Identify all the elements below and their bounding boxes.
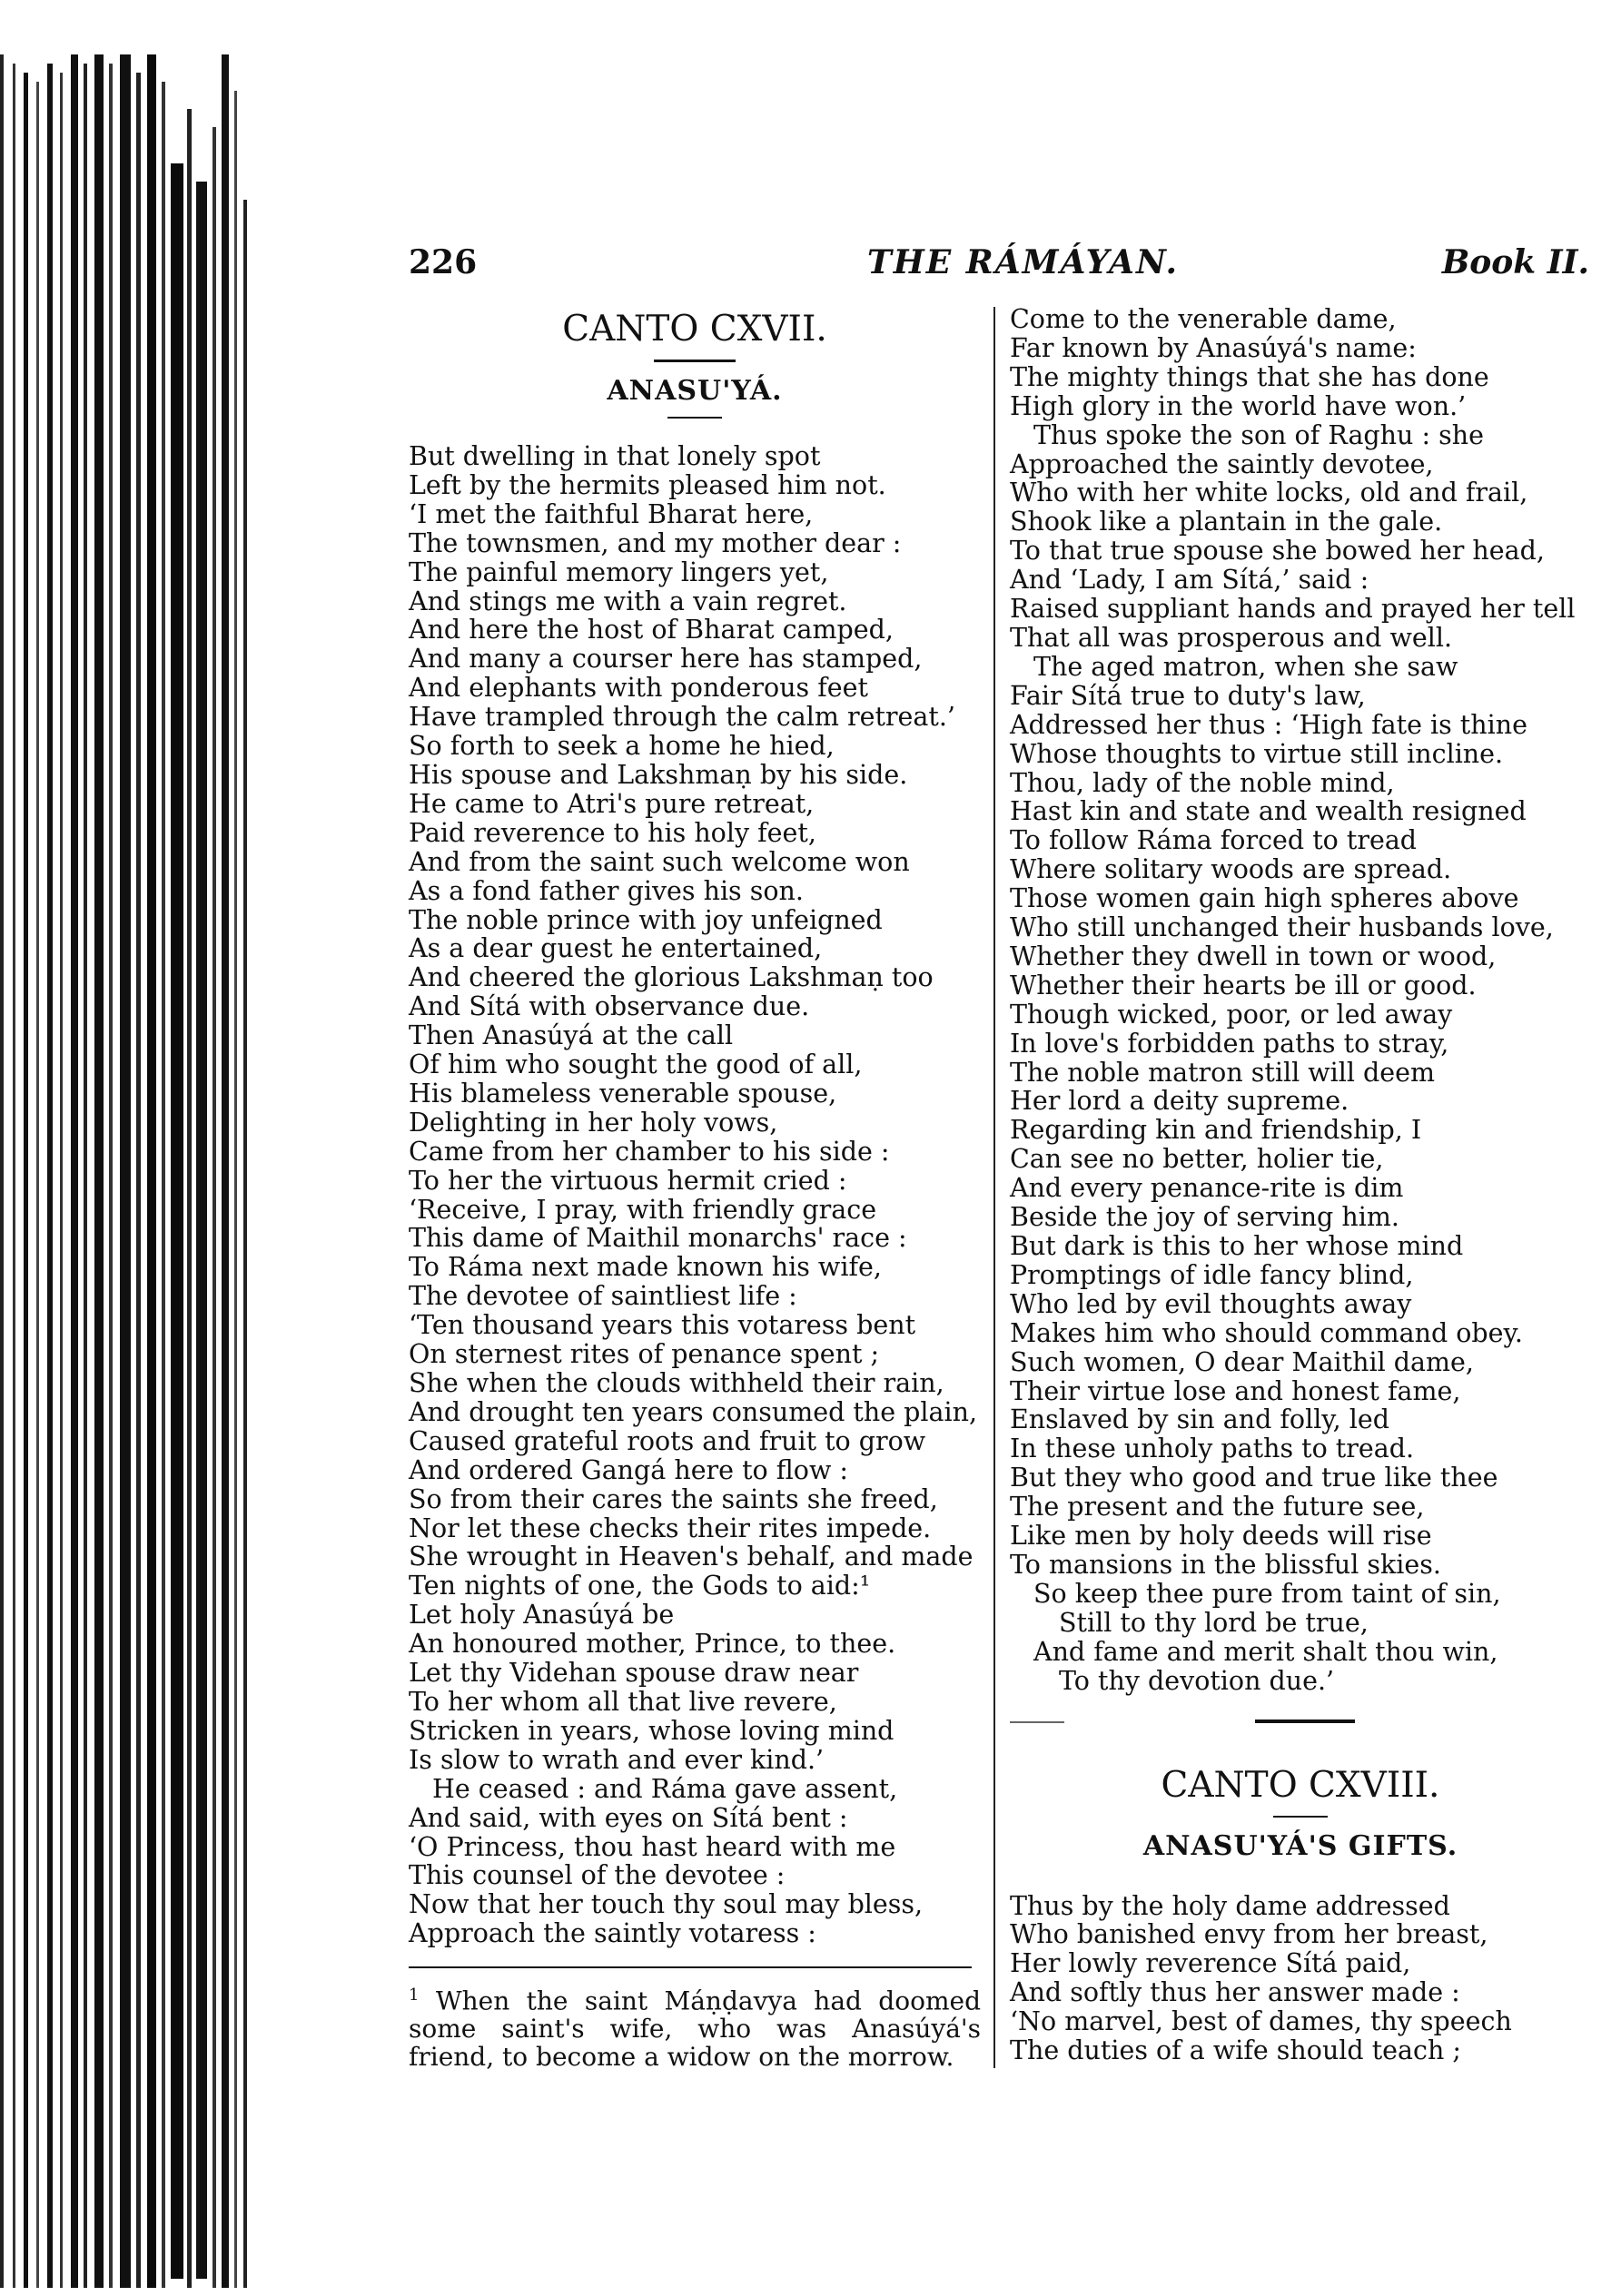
footnote-mark: 1 bbox=[409, 1986, 420, 2005]
poem-line: Regarding kin and friendship, I bbox=[1010, 1115, 1422, 1146]
poem-line: Came from her chamber to his side : bbox=[409, 1136, 890, 1167]
subtitle-rule bbox=[667, 417, 722, 419]
book-label: Book II. bbox=[1441, 243, 1589, 281]
poem-line: The townsmen, and my mother dear : bbox=[409, 527, 902, 558]
poem-line: Thus by the holy dame addressed bbox=[1010, 1890, 1450, 1921]
poem-line: As a dear guest he entertained, bbox=[409, 933, 823, 964]
poem-line: In love's forbidden paths to stray, bbox=[1010, 1028, 1449, 1059]
footnote-rule bbox=[409, 1966, 972, 1968]
poem-line: The duties of a wife should teach ; bbox=[1010, 2035, 1462, 2066]
poem-line: So from their cares the saints she freed, bbox=[409, 1483, 938, 1514]
poem-line: Far known by Anasúyá's name: bbox=[1010, 332, 1417, 363]
poem-line: But dark is this to her whose mind bbox=[1010, 1231, 1464, 1261]
poem-line: But they who good and true like thee bbox=[1010, 1463, 1498, 1493]
poem-line: To her whom all that live revere, bbox=[409, 1686, 837, 1717]
poem-line: Is slow to wrath and ever kind.’ bbox=[409, 1744, 825, 1775]
poem-line: Nor let these checks their rites impede. bbox=[409, 1513, 932, 1543]
poem-line: Then Anasúyá at the call bbox=[409, 1020, 734, 1051]
poem-line: Still to thy lord be true, bbox=[1059, 1607, 1369, 1638]
poem-line: To Ráma next made known his wife, bbox=[409, 1252, 882, 1283]
poem-line: ‘Receive, I pray, with friendly grace bbox=[409, 1194, 877, 1225]
poem-line: Thou, lady of the noble mind, bbox=[1010, 767, 1395, 798]
poem-line: And many a courser here has stamped, bbox=[409, 644, 923, 675]
poem-line: Raised suppliant hands and prayed her tell bbox=[1010, 594, 1576, 625]
poem-line: That all was prosperous and well. bbox=[1010, 622, 1453, 653]
poem-line: High glory in the world have won.’ bbox=[1010, 390, 1467, 421]
poem-line: And drought ten years consumed the plain, bbox=[409, 1396, 977, 1427]
poem-line: ‘I met the faithful Bharat here, bbox=[409, 498, 814, 529]
poem-line: The aged matron, when she saw bbox=[1033, 651, 1458, 682]
poem-line: This dame of Maithil monarchs' race : bbox=[409, 1223, 907, 1254]
left-column bbox=[409, 305, 981, 2071]
section-divider bbox=[1010, 1709, 1591, 1736]
poem-line: Delighting in her holy vows, bbox=[409, 1107, 778, 1138]
poem-line: To that true spouse she bowed her head, bbox=[1010, 536, 1545, 567]
poem-line: Caused grateful roots and fruit to grow bbox=[409, 1425, 926, 1456]
poem-line: And stings me with a vain regret. bbox=[409, 586, 847, 616]
poem-line: And every penance-rite is dim bbox=[1010, 1173, 1404, 1204]
canto-title: CANTO CXVII. bbox=[562, 309, 827, 350]
poem-line: Her lord a deity supreme. bbox=[1010, 1086, 1349, 1117]
poem-line: So forth to seek a home he hied, bbox=[409, 731, 835, 762]
poem-line: Approach the saintly votaress : bbox=[409, 1918, 816, 1949]
poem-line: The noble prince with joy unfeigned bbox=[409, 904, 883, 935]
poem-line: And here the host of Bharat camped, bbox=[409, 615, 894, 645]
poem-line: And from the saint such welcome won bbox=[409, 846, 910, 877]
running-title: THE RÁMÁYAN. bbox=[867, 243, 1180, 281]
poem-line: He ceased : and Ráma gave assent, bbox=[432, 1773, 898, 1804]
poem-line: But dwelling in that lonely spot bbox=[409, 441, 821, 471]
poem-line: Those women gain high spheres above bbox=[1010, 883, 1519, 914]
poem-line: His spouse and Lakshmaṇ by his side. bbox=[409, 759, 908, 790]
poem-line: And softly thus her answer made : bbox=[1010, 1977, 1460, 2008]
poem-lines bbox=[409, 442, 981, 1948]
poem-line: He came to Atri's pure retreat, bbox=[409, 788, 815, 819]
poem-line: She wrought in Heaven's behalf, and made bbox=[409, 1542, 974, 1572]
poem-line: To her the virtuous hermit cried : bbox=[409, 1165, 847, 1196]
poem-line: And ‘Lady, I am Sítá,’ said : bbox=[1010, 565, 1369, 596]
poem-line: Hast kin and state and wealth resigned bbox=[1010, 796, 1527, 827]
poem-line: Who with her white locks, old and frail, bbox=[1010, 478, 1528, 508]
poem-line: As a fond father gives his son. bbox=[409, 875, 804, 906]
running-header bbox=[409, 243, 1589, 289]
poem-line: ‘No marvel, best of dames, thy speech bbox=[1010, 2006, 1512, 2037]
poem-lines bbox=[1010, 1892, 1591, 2065]
poem-line: Shook like a plantain in the gale. bbox=[1010, 507, 1443, 537]
poem-line: So keep thee pure from taint of sin, bbox=[1033, 1578, 1501, 1609]
poem-line: She when the clouds withheld their rain, bbox=[409, 1368, 944, 1398]
poem-line: On sternest rites of penance spent ; bbox=[409, 1339, 880, 1370]
poem-line: Whether their hearts be ill or good. bbox=[1010, 970, 1477, 1000]
poem-line: And elephants with ponderous feet bbox=[409, 673, 868, 704]
poem-line: Though wicked, poor, or led away bbox=[1010, 999, 1453, 1030]
poem-line: His blameless venerable spouse, bbox=[409, 1078, 837, 1109]
poem-line: Such women, O dear Maithil dame, bbox=[1010, 1346, 1474, 1377]
poem-line: And Sítá with observance due. bbox=[409, 991, 810, 1022]
poem-line: The devotee of saintliest life : bbox=[409, 1281, 797, 1312]
poem-line: The noble matron still will deem bbox=[1010, 1057, 1436, 1088]
poem-line: Her lowly reverence Sítá paid, bbox=[1010, 1948, 1411, 1979]
poem-line: Let holy Anasúyá be bbox=[409, 1600, 675, 1631]
canto-subtitle: ANASU'YÁ. bbox=[607, 375, 783, 407]
poem-line: Who led by evil thoughts away bbox=[1010, 1288, 1412, 1319]
poem-line: The present and the future see, bbox=[1010, 1492, 1425, 1522]
footnote-text: When the saint Máṇḍavya had doomed some saint's wife, who was Anasúyá's friend, to become a widow on the morrow. bbox=[409, 1986, 981, 2073]
poem-line: Promptings of idle fancy blind, bbox=[1010, 1259, 1414, 1290]
poem-line: Thus spoke the son of Raghu : she bbox=[1033, 419, 1484, 450]
poem-line: Let thy Videhan spouse draw near bbox=[409, 1658, 859, 1689]
poem-line: ‘Ten thousand years this votaress bent bbox=[409, 1310, 916, 1341]
poem-line: Come to the venerable dame, bbox=[1010, 304, 1397, 334]
scan-edge-artifact bbox=[0, 0, 263, 2296]
poem-line: Enslaved by sin and folly, led bbox=[1010, 1404, 1389, 1435]
poem-line: Have trampled through the calm retreat.’ bbox=[409, 702, 955, 733]
poem-line: And said, with eyes on Sítá bent : bbox=[409, 1802, 848, 1833]
poem-line: To thy devotion due.’ bbox=[1059, 1665, 1335, 1696]
poem-line: This counsel of the devotee : bbox=[409, 1860, 786, 1891]
poem-line: Fair Sítá true to duty's law, bbox=[1010, 680, 1366, 711]
poem-line: Ten nights of one, the Gods to aid:¹ bbox=[409, 1571, 871, 1601]
poem-lines bbox=[1010, 305, 1591, 1696]
poem-line: Who banished envy from her breast, bbox=[1010, 1919, 1488, 1950]
poem-line: Left by the hermits pleased him not. bbox=[409, 469, 886, 500]
poem-line: Addressed her thus : ‘High fate is thine bbox=[1010, 709, 1527, 740]
poem-line: And ordered Gangá here to flow : bbox=[409, 1454, 848, 1485]
poem-line: Where solitary woods are spread. bbox=[1010, 854, 1452, 885]
page-number: 226 bbox=[409, 243, 478, 281]
right-column bbox=[1010, 305, 1591, 2065]
poem-line: To mansions in the blissful skies. bbox=[1010, 1549, 1441, 1580]
poem-line: The painful memory lingers yet, bbox=[409, 557, 829, 587]
poem-line: Their virtue lose and honest fame, bbox=[1010, 1375, 1461, 1406]
canto-title: CANTO CXVIII. bbox=[1161, 1764, 1440, 1806]
poem-line: Approached the saintly devotee, bbox=[1010, 448, 1434, 479]
poem-line: An honoured mother, Prince, to thee. bbox=[409, 1629, 896, 1660]
poem-line: Of him who sought the good of all, bbox=[409, 1049, 863, 1080]
poem-line: Makes him who should command obey. bbox=[1010, 1317, 1523, 1348]
footnote bbox=[409, 1981, 981, 2071]
poem-line: Paid reverence to his holy feet, bbox=[409, 817, 816, 848]
poem-line: Who still unchanged their husbands love, bbox=[1010, 912, 1554, 943]
poem-line: Now that her touch thy soul may bless, bbox=[409, 1889, 924, 1920]
poem-line: Stricken in years, whose loving mind bbox=[409, 1715, 895, 1746]
poem-line: And cheered the glorious Lakshmaṇ too bbox=[409, 962, 934, 993]
poem-line: Whether they dwell in town or wood, bbox=[1010, 941, 1497, 971]
title-rule bbox=[1273, 1816, 1328, 1818]
poem-line: Can see no better, holier tie, bbox=[1010, 1144, 1384, 1175]
poem-line: ‘O Princess, thou hast heard with me bbox=[409, 1831, 896, 1862]
poem-line: Whose thoughts to virtue still incline. bbox=[1010, 738, 1504, 769]
poem-line: Beside the joy of serving him. bbox=[1010, 1202, 1399, 1233]
poem-line: To follow Ráma forced to tread bbox=[1010, 825, 1418, 856]
poem-line: And fame and merit shalt thou win, bbox=[1033, 1636, 1498, 1667]
poem-line: Like men by holy deeds will rise bbox=[1010, 1521, 1432, 1552]
poem-line: In these unholy paths to tread. bbox=[1010, 1434, 1415, 1464]
poem-line: The mighty things that she has done bbox=[1010, 361, 1489, 392]
column-divider bbox=[993, 307, 995, 2068]
canto-subtitle: ANASU'YÁ'S GIFTS. bbox=[1142, 1829, 1458, 1862]
title-rule bbox=[654, 360, 736, 362]
